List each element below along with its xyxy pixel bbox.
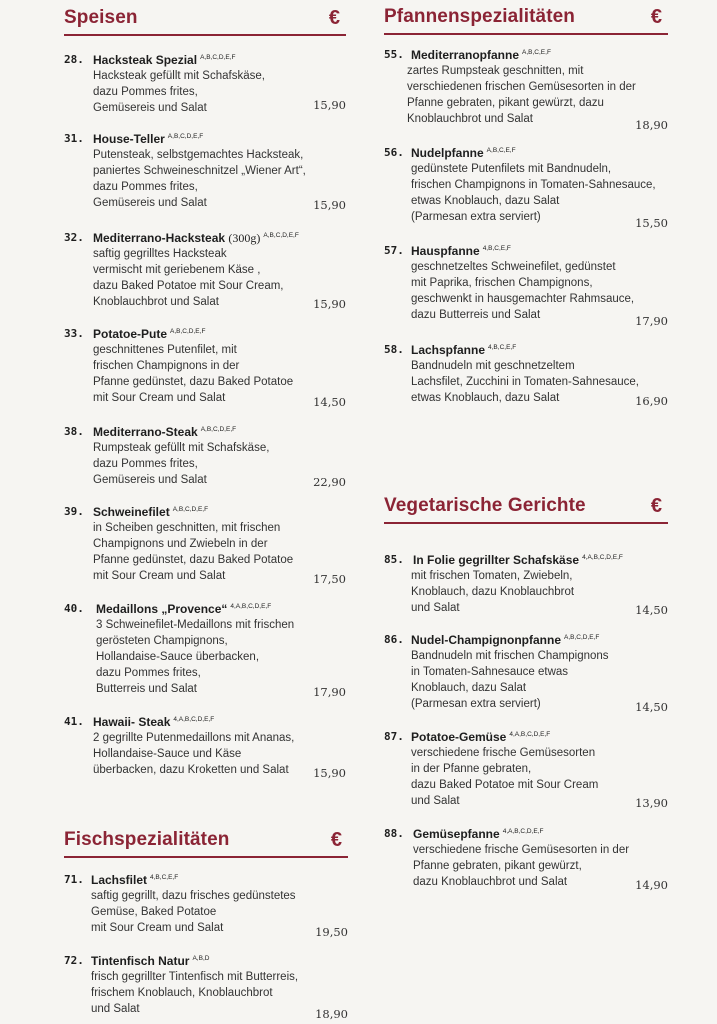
item-description: gedünstete Putenfilets mit Bandnudeln, frischen Champignons in Tomaten-Sahnesauce, etwas Knoblauch, dazu Salat (Parmesan extra serviert) xyxy=(411,163,656,223)
item-allergens: 4,A,B,C,D,E,F xyxy=(502,828,544,835)
item-name: House-Teller $^{A,B,C,D,E,F}$ xyxy=(93,132,204,146)
section-title: Fischspezialitäten xyxy=(64,829,230,850)
item-price: 15,90 xyxy=(313,198,346,212)
item-allergens: A,B,C,E,F xyxy=(486,147,516,154)
item-number: 32. xyxy=(64,231,84,244)
item-name: Potatoe-Pute $^{A,B,C,D,E,F}$ xyxy=(93,327,206,341)
item-name: Gemüsepfanne $^{4,A,B,C,D,E,F}$ xyxy=(413,827,544,841)
item-name: Mediterrano-Hacksteak (300g) $^{A,B,C,D,E,F}$ xyxy=(93,231,299,245)
item-allergens: 4,B,C,E,F xyxy=(150,874,179,881)
item-number: 58. xyxy=(384,343,404,356)
item-name: Nudelpfanne $^{A,B,C,E,F}$ xyxy=(411,146,516,160)
item-price: 17,90 xyxy=(313,685,346,699)
section-header xyxy=(384,5,668,35)
item-number: 71. xyxy=(64,873,84,886)
section-header xyxy=(64,828,348,858)
section-speisen xyxy=(64,6,346,36)
item-number: 33. xyxy=(64,327,84,340)
section-pfannen xyxy=(384,5,668,35)
item-description: in Scheiben geschnitten, mit frischen Champignons und Zwiebeln in der Pfanne gedünstet, dazu Baked Potatoe mit Sour Cream und Salat xyxy=(93,522,294,582)
item-allergens: 4,A,B,C,D,E,F xyxy=(173,716,215,723)
item-number: 85. xyxy=(384,553,404,566)
item-name: Mediterrano-Steak $^{A,B,C,D,E,F}$ xyxy=(93,425,237,439)
item-number: 41. xyxy=(64,715,84,728)
item-description: geschnetzeltes Schweinefilet, gedünstet mit Paprika, frischen Champignons, geschwenkt in hausgemachter Rahmsauce, dazu Butterreis und Salat xyxy=(411,261,635,321)
item-name: Medaillons „Provence“ $^{4,A,B,C,D,E,F}$ xyxy=(96,602,272,616)
item-number: 87. xyxy=(384,730,404,743)
section-fisch xyxy=(64,828,348,858)
item-allergens: A,B,C,D,E,F xyxy=(200,54,236,61)
item-number: 28. xyxy=(64,53,84,66)
euro-icon: € xyxy=(328,7,340,29)
item-allergens: A,B,C,D,E,F xyxy=(170,328,206,335)
section-vegetarisch xyxy=(384,494,668,524)
item-price: 15,50 xyxy=(635,216,668,230)
item-description: mit frischen Tomaten, Zwiebeln, Knoblauch, dazu Knoblauchbrot und Salat xyxy=(411,570,575,614)
item-price: 14,50 xyxy=(635,603,668,617)
euro-icon: € xyxy=(650,495,662,517)
item-name: Tintenfisch Natur $^{A,B,D}$ xyxy=(91,954,210,968)
item-name: Nudel-Champignonpfanne $^{A,B,C,D,E,F}$ xyxy=(411,633,600,647)
item-allergens: A,B,C,E,F xyxy=(522,49,551,56)
item-description: Bandnudeln mit frischen Champignons in Tomaten-Sahnesauce etwas Knoblauch, dazu Salat (Parmesan extra serviert) xyxy=(411,650,609,710)
item-number: 39. xyxy=(64,505,84,518)
item-description: verschiedene frische Gemüsesorten in der Pfanne gebraten, dazu Baked Potatoe mit Sour Cream und Salat xyxy=(411,747,599,807)
item-name: Schweinefilet $^{A,B,C,D,E,F}$ xyxy=(93,505,209,519)
item-number: 55. xyxy=(384,48,404,61)
item-price: 18,90 xyxy=(635,118,668,132)
item-description: saftig gegrilltes Hacksteak vermischt mit geriebenem Käse , dazu Baked Potatoe mit Sour Cream, Knoblauchbrot und Salat xyxy=(93,248,284,308)
item-name: Hawaii- Steak $^{4,A,B,C,D,E,F}$ xyxy=(93,715,215,729)
item-allergens: 4,A,B,C,D,E,F xyxy=(230,603,272,610)
item-description: geschnittenes Putenfilet, mit frischen Champignons in der Pfanne gedünstet, dazu Baked Potatoe mit Sour Cream und Salat xyxy=(93,344,294,404)
euro-icon: € xyxy=(650,6,662,28)
right-column xyxy=(358,0,717,1024)
item-description: frisch gegrillter Tintenfisch mit Butterreis, frischem Knoblauch, Knoblauchbrot und Salat xyxy=(91,971,299,1015)
item-price: 17,90 xyxy=(635,314,668,328)
item-allergens: A,B,C,D,E,F xyxy=(172,506,209,513)
item-price: 15,90 xyxy=(313,98,346,112)
section-header xyxy=(64,6,346,36)
item-allergens: 4,B,C,E,F xyxy=(488,344,517,351)
item-number: 40. xyxy=(64,602,84,615)
item-allergens: A,B,D xyxy=(192,955,210,962)
item-description: saftig gegrillt, dazu frisches gedünstetes Gemüse, Baked Potatoe mit Sour Cream und Salat xyxy=(91,890,296,934)
item-name: Potatoe-Gemüse $^{4,A,B,C,D,E,F}$ xyxy=(411,730,551,744)
item-allergens: 4,A,B,C,D,E,F xyxy=(582,554,623,561)
item-allergens: A,B,C,D,E,F xyxy=(564,634,600,641)
item-number: 72. xyxy=(64,954,84,967)
item-number: 57. xyxy=(384,244,404,257)
section-title: Vegetarische Gerichte xyxy=(384,495,586,516)
item-number: 86. xyxy=(384,633,404,646)
item-description: Rumpsteak gefüllt mit Schafskäse, dazu Pommes frites, Gemüsereis und Salat xyxy=(93,442,270,486)
item-description: verschiedene frische Gemüsesorten in der Pfanne gebraten, pikant gewürzt, dazu Knoblauchbrot und Salat xyxy=(413,844,630,888)
item-allergens: A,B,C,D,E,F xyxy=(200,426,237,433)
euro-icon: € xyxy=(330,829,342,851)
item-name: Hauspfanne $^{4,B,C,E,F}$ xyxy=(411,244,511,258)
item-price: 14,90 xyxy=(635,878,668,892)
item-price: 15,90 xyxy=(313,297,346,311)
item-description: Putensteak, selbstgemachtes Hacksteak, paniertes Schweineschnitzel „Wiener Art“, dazu Pommes frites, Gemüsereis und Salat xyxy=(93,149,306,209)
item-price: 22,90 xyxy=(313,475,346,489)
item-allergens: A,B,C,D,E,F xyxy=(263,232,299,239)
item-price: 17,50 xyxy=(313,572,346,586)
item-name: In Folie gegrillter Schafskäse $^{4,A,B,C,D,E,F}$ xyxy=(413,553,623,567)
item-allergens: 4,B,C,E,F xyxy=(482,245,511,252)
item-price: 13,90 xyxy=(635,796,668,810)
item-number: 88. xyxy=(384,827,404,840)
item-number: 31. xyxy=(64,132,84,145)
item-name: Lachspfanne $^{4,B,C,E,F}$ xyxy=(411,343,517,357)
item-price: 19,50 xyxy=(315,925,348,939)
item-allergens: 4,A,B,C,D,E,F xyxy=(509,731,551,738)
section-title: Speisen xyxy=(64,7,138,28)
item-description: Hacksteak gefüllt mit Schafskäse, dazu Pommes frites, Gemüsereis und Salat xyxy=(93,70,265,114)
item-price: 16,90 xyxy=(635,394,668,408)
section-title: Pfannenspezialitäten xyxy=(384,6,575,27)
item-name: Lachsfilet $^{4,B,C,E,F}$ xyxy=(91,873,179,887)
item-number: 38. xyxy=(64,425,84,438)
item-description: 3 Schweinefilet-Medaillons mit frischen gerösteten Champignons, Hollandaise-Sauce überbacken, dazu Pommes frites, Butterreis und Salat xyxy=(96,619,295,695)
item-price: 14,50 xyxy=(635,700,668,714)
item-description: 2 gegrillte Putenmedaillons mit Ananas, Hollandaise-Sauce und Käse überbacken, dazu Kroketten und Salat xyxy=(93,732,295,776)
section-header xyxy=(384,494,668,524)
item-description: Bandnudeln mit geschnetzeltem Lachsfilet, Zucchini in Tomaten-Sahnesauce, etwas Knoblauch, dazu Salat xyxy=(411,360,640,404)
item-number: 56. xyxy=(384,146,404,159)
item-price: 15,90 xyxy=(313,766,346,780)
item-description: zartes Rumpsteak geschnitten, mit verschiedenen frischen Gemüsesorten in der Pfanne gebraten, pikant gewürzt, dazu Knoblauchbrot und Salat xyxy=(407,65,636,125)
item-name: Mediterranopfanne $^{A,B,C,E,F}$ xyxy=(411,48,551,62)
item-price: 18,90 xyxy=(315,1007,348,1021)
item-allergens: A,B,C,D,E,F xyxy=(167,133,204,140)
item-name: Hacksteak Spezial $^{A,B,C,D,E,F}$ xyxy=(93,53,236,67)
item-price: 14,50 xyxy=(313,395,346,409)
left-column xyxy=(0,0,358,1024)
